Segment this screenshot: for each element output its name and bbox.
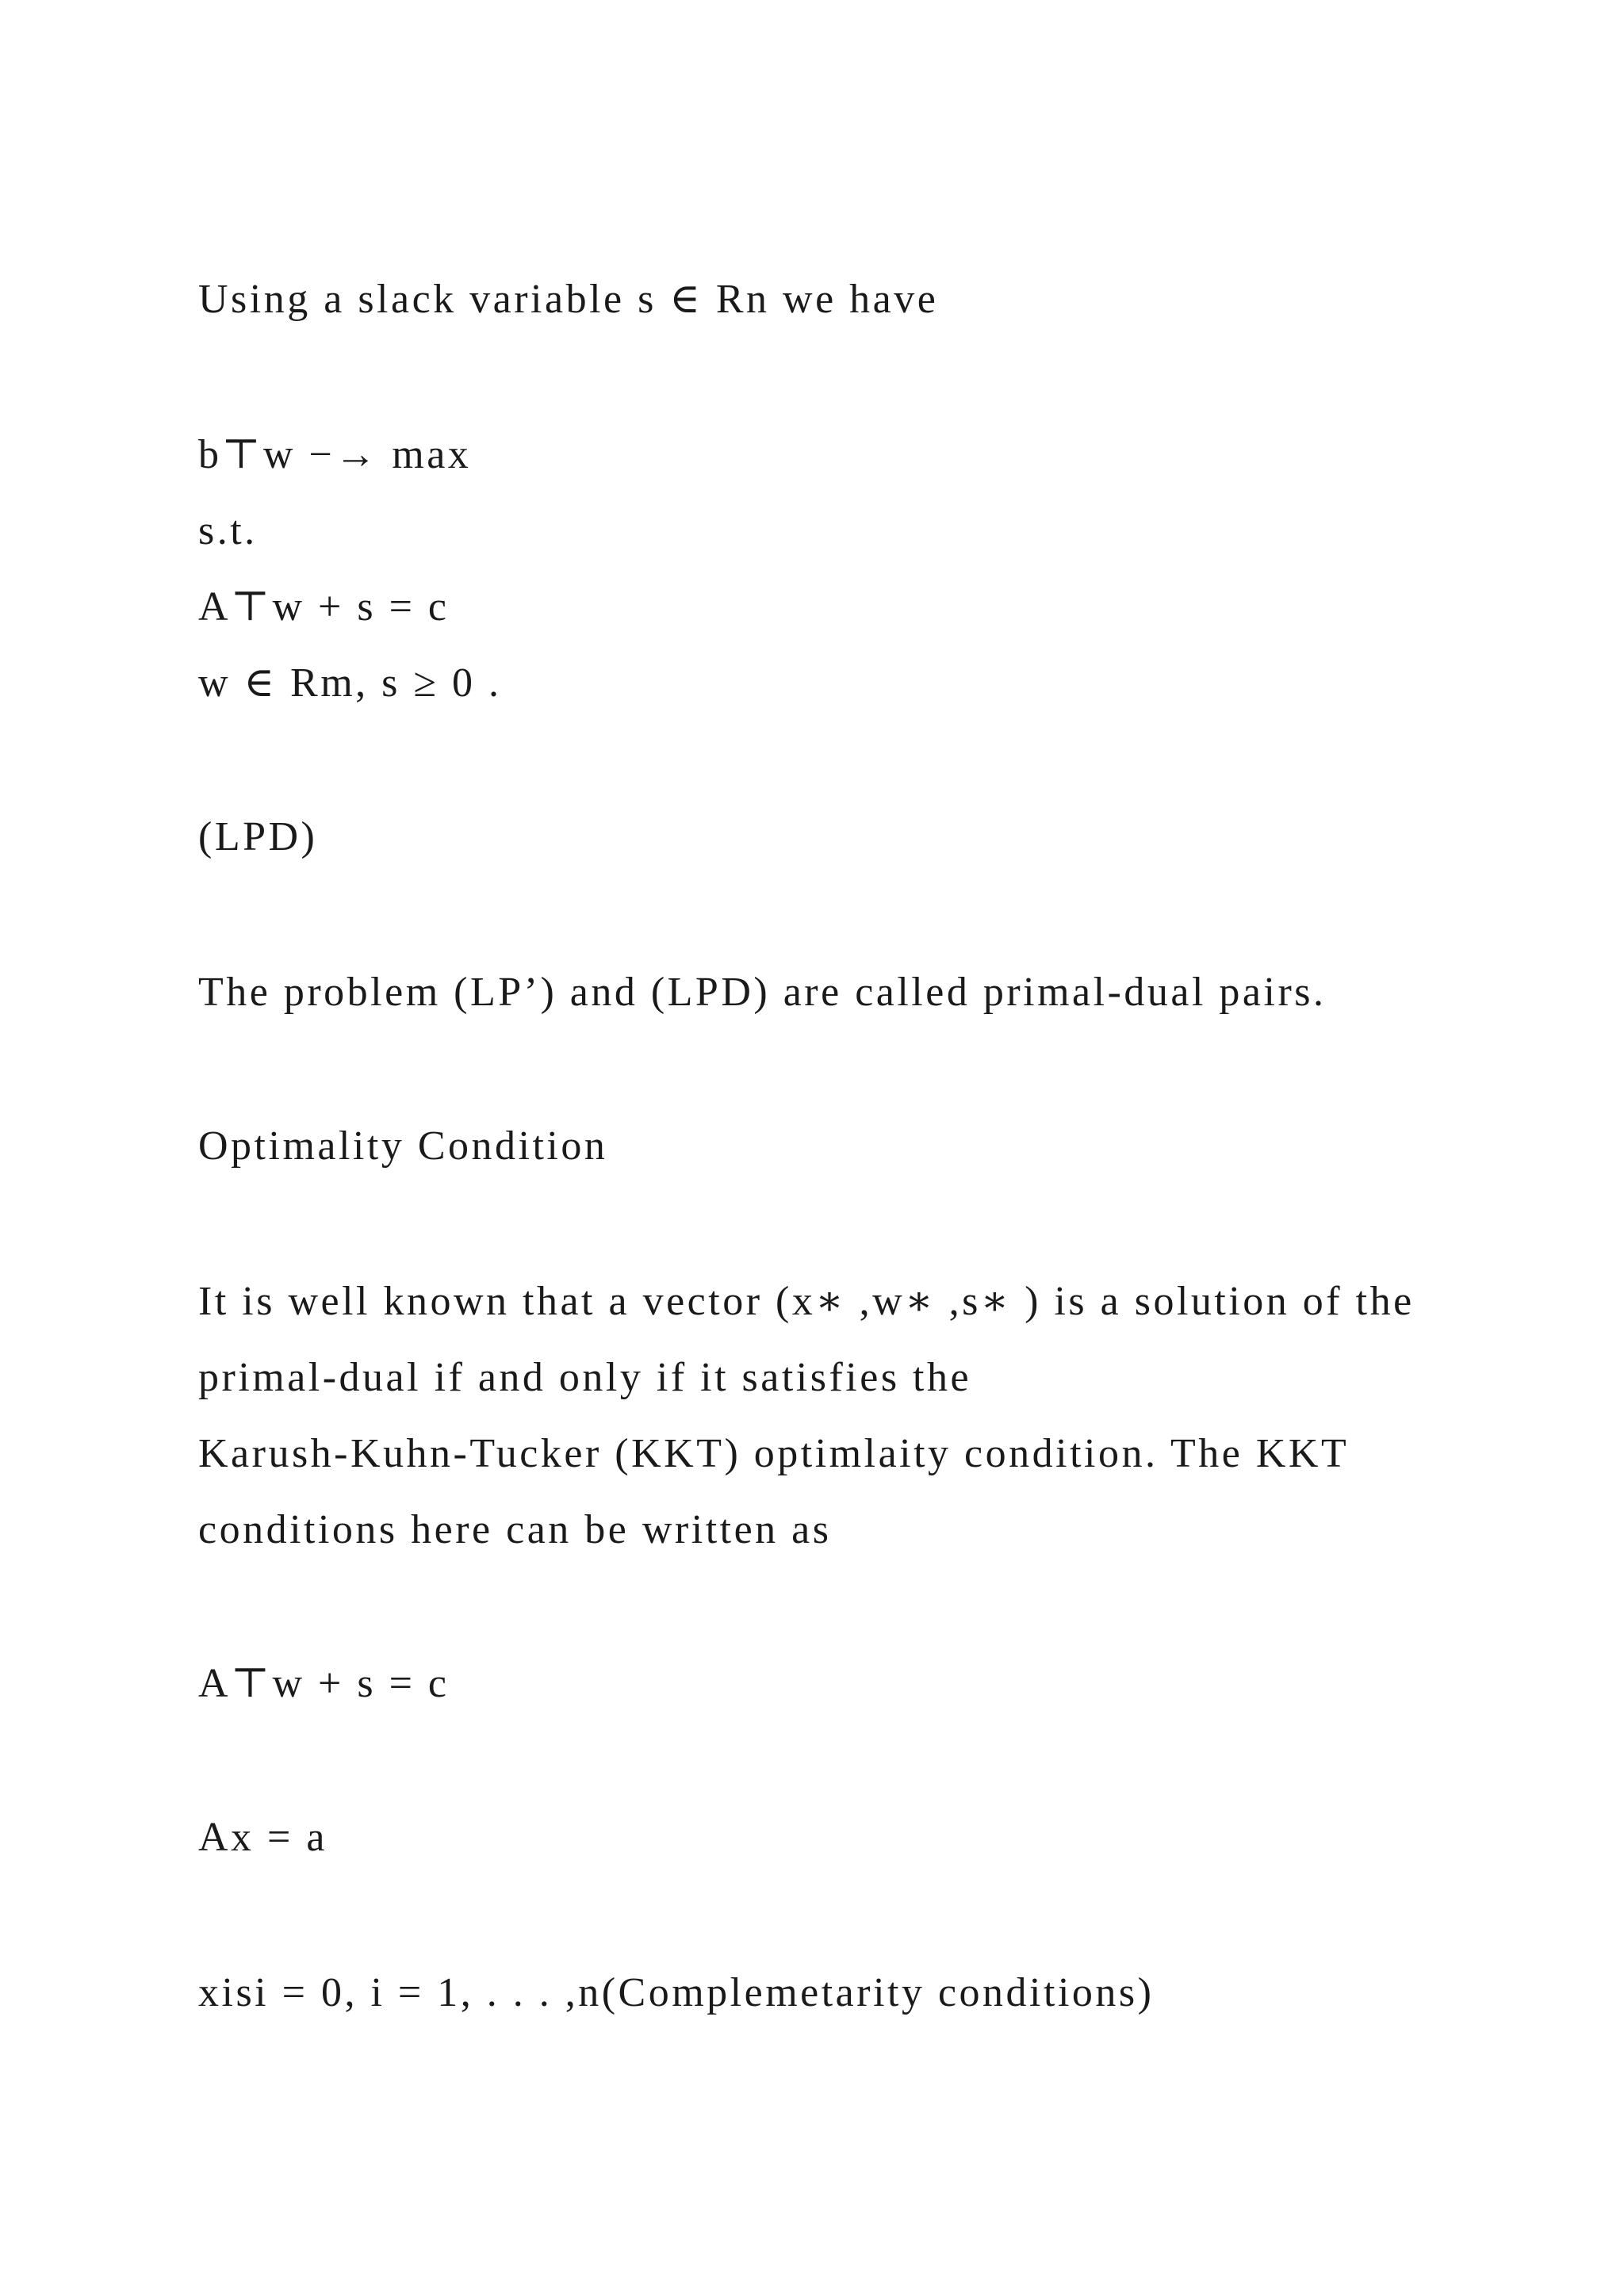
paragraph-line: It is well known that a vector (x∗ ,w∗ ,s∗ ) is a solution of the: [198, 1279, 1415, 1324]
kkt-condition-complementarity: xisi = 0, i = 1, . . . ,n(Complemetarity conditions): [198, 1970, 1155, 2015]
primal-dual-pairs-sentence: The problem (LP’) and (LPD) are called primal-dual pairs.: [198, 970, 1327, 1015]
paragraph-line: Karush-Kuhn-Tucker (KKT) optimlaity condition. The KKT: [198, 1431, 1350, 1476]
paragraph-line: conditions here can be written as: [198, 1507, 832, 1552]
dual-constraint-2: w ∈ Rm, s ≥ 0 .: [198, 660, 502, 706]
subject-to-label: s.t.: [198, 508, 258, 553]
dual-constraint-1: A⊤w + s = c: [198, 584, 450, 629]
section-heading: Optimality Condition: [198, 1123, 608, 1169]
intro-text: Using a slack variable s ∈ Rn we have: [198, 277, 939, 322]
problem-label-lpd: (LPD): [198, 814, 318, 859]
dual-objective: b⊤w −→ max: [198, 432, 472, 477]
kkt-condition-dual-feasibility: A⊤w + s = c: [198, 1661, 450, 1706]
paragraph-line: primal-dual if and only if it satisfies the: [198, 1355, 972, 1400]
kkt-condition-primal-feasibility: Ax = a: [198, 1815, 327, 1860]
